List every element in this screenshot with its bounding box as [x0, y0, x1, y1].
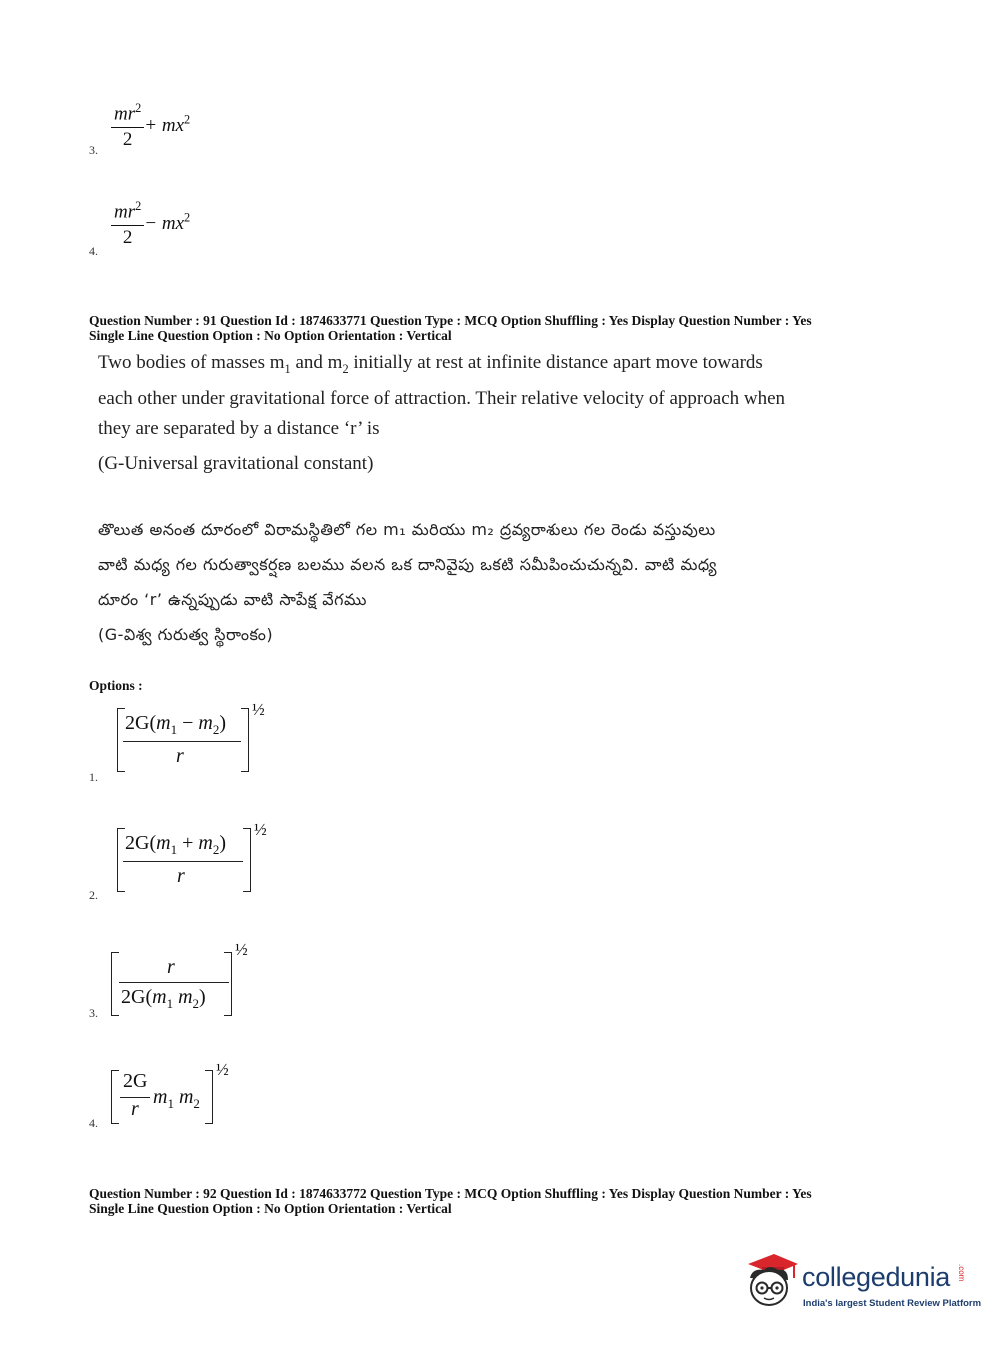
- option-number: 4.: [89, 244, 98, 258]
- fraction-bar: [123, 861, 243, 862]
- option-number: 2.: [89, 888, 98, 902]
- options-label: Options :: [89, 678, 143, 693]
- text-line: దూరం ‘r’ ఉన్నప్పుడు వాటి సాపేక్ష వేగము: [98, 590, 367, 609]
- exponent: 2: [184, 210, 191, 225]
- right-bracket: [243, 828, 251, 892]
- option-2[interactable]: [89, 820, 309, 910]
- meta-line-2: Single Line Question Option : No Option Orientation : Vertical: [89, 1201, 452, 1216]
- meta-line-2: Single Line Question Option : No Option Orientation : Vertical: [89, 328, 452, 343]
- right-bracket: [224, 952, 232, 1016]
- denominator: 2: [122, 227, 133, 249]
- option-number: 3.: [89, 143, 98, 157]
- right-bracket: [241, 708, 249, 772]
- exponent: 2: [184, 112, 191, 127]
- text-line: (G-విశ్వ గురుత్వ స్థిరాంకం): [98, 625, 274, 644]
- text-line: తొలుత అనంత దూరంలో విరామస్థితిలో గల m₁ మరియు m₂ ద్రవ్యరాశులు గల రెండు వస్తువులు: [98, 520, 716, 539]
- option-4[interactable]: [89, 1058, 309, 1138]
- brand-domain: .com: [957, 1264, 966, 1282]
- option-number: 3.: [89, 1006, 98, 1020]
- question-91-meta: [89, 313, 812, 343]
- option-3[interactable]: [89, 938, 309, 1028]
- prev-option-4: [89, 194, 289, 260]
- meta-line-1: Question Number : 92 Question Id : 1874633772 Question Type : MCQ Option Shuffling : Yes Display Question Number : Yes: [89, 1186, 812, 1201]
- product-term: $m_1$ $m_2$: [153, 1086, 200, 1111]
- meta-line-1: Question Number : 91 Question Id : 1874633771 Question Type : MCQ Option Shuffling : Yes Display Question Number : Yes: [89, 313, 812, 328]
- fraction-bar: [123, 741, 241, 742]
- question-91-telugu: [98, 512, 888, 652]
- denominator: 2: [122, 129, 133, 151]
- option-1[interactable]: [89, 700, 309, 790]
- denominator: $2G(m_1$ $m_2$): [121, 986, 206, 1011]
- text-line: each other under gravitational force of attraction. Their relative velocity of approach when: [98, 387, 786, 409]
- exponent: ½: [252, 700, 265, 719]
- denominator: r: [177, 865, 185, 887]
- text-line: Two bodies of masses $m_1$ and $m_2$ initially at rest at infinite distance apart move towards: [98, 352, 763, 376]
- option-number: 4.: [89, 1116, 98, 1130]
- left-bracket: [117, 828, 125, 892]
- collegedunia-logo[interactable]: [740, 1250, 982, 1318]
- exponent: ½: [216, 1060, 229, 1079]
- prev-option-3: [89, 100, 289, 160]
- numerator: r: [167, 956, 175, 978]
- question-92-meta: [89, 1186, 812, 1216]
- numerator: mr: [114, 201, 136, 223]
- right-bracket: [205, 1070, 213, 1124]
- mascot-icon: [740, 1250, 800, 1312]
- exponent: ½: [235, 940, 248, 959]
- question-91-english: [98, 348, 878, 479]
- fraction-bar: [119, 982, 229, 983]
- exponent: 2: [135, 199, 142, 213]
- brand-tagline: India's largest Student Review Platform: [803, 1298, 982, 1309]
- text-line: (G-Universal gravitational constant): [98, 452, 374, 474]
- numerator: $2G(m_1 - m_2)$: [125, 712, 226, 737]
- term: + mx: [144, 114, 185, 136]
- brand-name: collegedunia: [802, 1262, 951, 1292]
- exponent: 2: [135, 101, 142, 115]
- text-line: వాటి మధ్య గల గురుత్వాకర్షణ బలము వలన ఒక దానివైపు ఒకటి సమీపించుచున్నవి. వాటి మధ్య: [98, 555, 717, 574]
- left-bracket: [117, 708, 125, 772]
- numerator: 2G: [123, 1070, 148, 1092]
- numerator: mr: [114, 103, 136, 125]
- option-number: 1.: [89, 770, 98, 784]
- term: − mx: [144, 212, 185, 234]
- text-line: they are separated by a distance ‘r’ is: [98, 417, 380, 439]
- denominator: r: [131, 1098, 139, 1120]
- denominator: r: [176, 745, 184, 767]
- numerator: $2G(m_1 + m_2)$: [125, 832, 226, 857]
- left-bracket: [111, 952, 119, 1016]
- left-bracket: [111, 1070, 119, 1124]
- exponent: ½: [254, 820, 267, 839]
